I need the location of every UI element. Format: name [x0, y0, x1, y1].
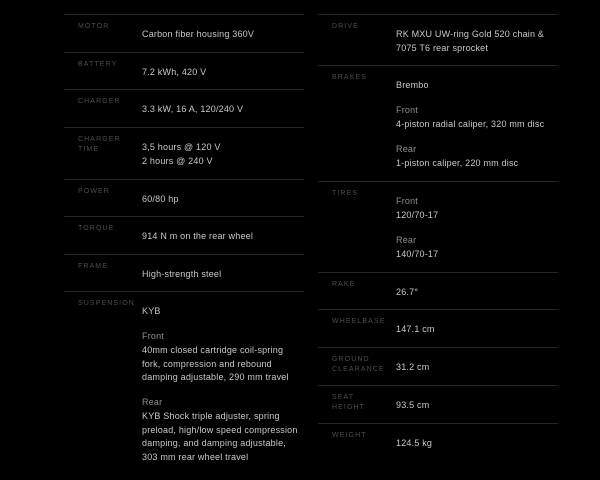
spec-row-charger	[64, 89, 304, 127]
spec-row-tires	[318, 181, 558, 272]
spec-line: 60/80 hp	[142, 193, 179, 204]
spec-label: TIRES	[332, 189, 359, 197]
spec-value	[142, 20, 304, 43]
spec-row-suspension	[64, 291, 304, 474]
spec-line: 2 hours @ 240 V	[142, 156, 213, 166]
spec-row-seat-height	[318, 385, 558, 423]
spec-value	[142, 222, 304, 245]
spec-row-motor	[64, 14, 304, 52]
spec-label: TORQUE	[78, 225, 115, 232]
spec-line: 124.5 kg	[396, 437, 433, 448]
spec-label: CHARGER TIME	[78, 135, 121, 153]
spec-label: DRIVE	[332, 23, 359, 30]
spec-value	[396, 278, 558, 301]
spec-value	[396, 315, 558, 338]
spec-value	[142, 95, 304, 118]
spec-line: 7.2 kWh, 420 V	[142, 66, 207, 77]
spec-value	[142, 133, 304, 170]
spec-row-rake	[318, 272, 558, 310]
spec-row-drive	[318, 14, 558, 65]
spec-line: 120/70-17	[396, 210, 439, 220]
spec-line: 140/70-17	[396, 249, 439, 259]
spec-label: BATTERY	[78, 60, 118, 68]
spec-line: KYB	[142, 306, 161, 316]
spec-label: BRAKES	[332, 74, 367, 81]
spec-column-right	[318, 14, 558, 474]
spec-line: 1-piston caliper, 220 mm disc	[396, 158, 519, 168]
spec-sublabel-rear: Rear	[396, 143, 417, 154]
spec-label: GROUND CLEARANCE	[332, 355, 385, 373]
spec-label: RAKE	[332, 280, 356, 288]
spec-value	[396, 71, 558, 172]
spec-line: KYB Shock triple adjuster, spring preload, high/low speed compression damping, and damping adjustable, 303 mm rear wheel travel	[142, 411, 298, 462]
spec-row-ground-clearance	[318, 347, 558, 385]
spec-value	[142, 185, 304, 208]
spec-label: POWER	[78, 187, 110, 195]
spec-row-power	[64, 179, 304, 217]
spec-label: MOTOR	[78, 23, 110, 30]
spec-value	[396, 20, 558, 56]
spec-row-wheelbase	[318, 309, 558, 347]
spec-sublabel-front: Front	[142, 330, 165, 341]
spec-line: 914 N m on the rear wheel	[142, 231, 254, 241]
spec-sublabel-rear: Rear	[396, 234, 417, 245]
spec-line: 3,5 hours @ 120 V	[142, 141, 221, 152]
spec-value	[142, 297, 304, 465]
spec-line: Brembo	[396, 80, 429, 90]
spec-line: High-strength steel	[142, 268, 222, 279]
spec-line: RK MXU UW-ring Gold 520 chain & 7075 T6 rear sprocket	[396, 29, 545, 53]
spec-line: 4-piston radial caliper, 320 mm disc	[396, 119, 545, 129]
spec-row-charger-time	[64, 127, 304, 179]
spec-value	[142, 58, 304, 81]
spec-line: Carbon fiber housing 360V	[142, 29, 255, 39]
spec-value	[396, 353, 558, 376]
spec-sublabel-rear: Rear	[142, 396, 163, 407]
spec-row-weight	[318, 423, 558, 461]
spec-label: SEAT HEIGHT	[332, 393, 366, 411]
spec-line: 3.3 kW, 16 A, 120/240 V	[142, 104, 244, 114]
spec-label: WHEELBASE	[332, 318, 386, 325]
spec-column-left	[64, 14, 304, 474]
spec-sublabel-front: Front	[396, 104, 419, 115]
spec-label: SUSPENSION	[78, 300, 135, 307]
spec-label: FRAME	[78, 262, 108, 270]
spec-value	[396, 187, 558, 263]
spec-line: 26.7°	[396, 286, 419, 297]
spec-line: 147.1 cm	[396, 324, 435, 334]
spec-value	[396, 429, 558, 452]
spec-sublabel-front: Front	[396, 195, 419, 206]
spec-value	[142, 260, 304, 283]
spec-row-brakes	[318, 65, 558, 181]
spec-line: 93.5 cm	[396, 399, 430, 410]
spec-row-torque	[64, 216, 304, 254]
spec-label: CHARGER	[78, 98, 121, 105]
spec-line: 31.2 cm	[396, 361, 430, 372]
spec-row-battery	[64, 52, 304, 90]
spec-line: 40mm closed cartridge coil-spring fork, compression and rebound damping adjustable, 290 mm travel	[142, 345, 289, 382]
spec-value	[396, 391, 558, 414]
spec-label: WEIGHT	[332, 431, 367, 439]
spec-row-frame	[64, 254, 304, 292]
